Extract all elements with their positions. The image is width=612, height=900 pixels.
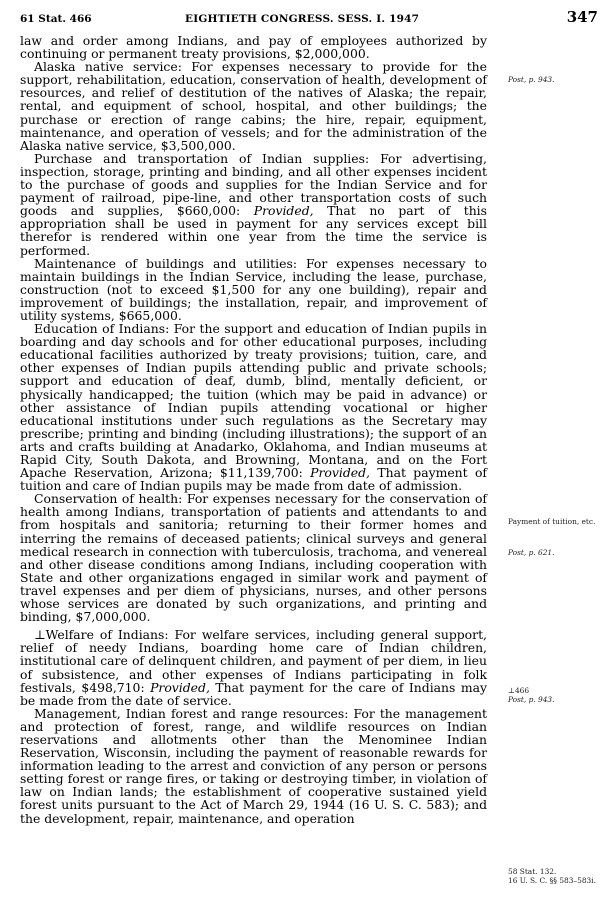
body-text	[20, 34, 487, 825]
paragraph-maintenance-buildings: Maintenance of buildings and utilities: For expenses necessary to maintain buildings in the Indian Service, including the lease, purchase, construction (not to exceed $1,500 for any one building), repair and improvement of buildings; the installation, repair, and improvement of utility systems, $665,000.	[20, 255, 487, 323]
paragraph-alaska-native-service: Alaska native service: For expenses necessary to provide for the support, rehabilitation, education, conservation of health, development of resources, and relief of destitution of the natives of Alaska; the repair, rental, and equipment of school, hospital, and other buildings; the purchase or erection of range cabins; the hire, repair, equipment, maintenance, and operation of vessels; and for the administration of the Alaska native service, $3,500,000.	[20, 59, 487, 153]
margin-note-58-stat-132: 58 Stat. 132. 16 U. S. C. §§ 583–583i.	[508, 867, 596, 885]
running-head: EIGHTIETH CONGRESS. SESS. I. 1947	[185, 13, 420, 25]
paragraph-forest-range: Management, Indian forest and range resources: For the management and protection of forest, range, and wildlife resources on Indian reservations and allotments other than the Menominee Indian Reservation, Wisconsin, including the payment of reasonable rewards for information leading to the arrest and conviction of any person or persons setting forest or range fires, or taking or destroying timber, in violation of law on Indian lands; the establishment of cooperative sustained yield forest units pursuant to the Act of March 29, 1944 (16 U. S. C. 583); and the development, repair, maintenance, and operation	[20, 705, 487, 826]
proviso-label: Provided,	[253, 203, 314, 219]
margin-note-post-943: Post, p. 943.	[508, 75, 555, 84]
margin-note-post-621: Post, p. 621.	[508, 548, 555, 557]
proviso-label: Provided,	[150, 679, 210, 695]
statute-citation: 61 Stat. 466	[20, 13, 92, 25]
margin-note-466-post-943: ⊥466 Post, p. 943.	[508, 686, 555, 704]
page-header	[20, 8, 598, 28]
paragraph-indian-supplies: Purchase and transportation of Indian supplies: For advertising, inspection, storage, printing and binding, and all other expenses incident to the purchase of goods and supplies for the Indian Service and for payment of railroad, pipe-line, and other transportation costs of such goods and supplies, $660,000: Provided, That no part of this appropriation shall be used in payment for any services except bill therefor is rendered within one year from the time the service is performed.	[20, 150, 487, 258]
paragraph-conservation-health: Conservation of health: For expenses necessary for the conservation of health among Indians, transportation of patients and attendants to and from hospitals and sanitoria; returning to their former homes and interring the remains of deceased patients; clinical surveys and general medical research in connection with tuberculosis, trachoma, and venereal and other disease conditions among Indians, including cooperation with State and other organizations engaged in similar work and payment of travel expenses and per diem of physicians, nurses, and other persons whose services are donated by such organizations, and printing and binding, $7,000,000.	[20, 491, 487, 625]
page-number: 347	[566, 8, 598, 26]
paragraph-education: Education of Indians: For the support and education of Indian pupils in boarding and day schools and for other educational purposes, including educational facilities authorized by treaty provisions; tuition, care, and other expenses of Indian pupils attending public and private schools; support and education of deaf, dumb, blind, mentally deficient, or physically handicapped; the tuition (which may be paid in advance) or other assistance of Indian pupils attending vocational or higher educational institutions under such regulations as the Secretary may prescribe; printing and binding (including illustrations); the support of an arts and crafts building at Anadarko, Oklahoma, and Indian museums at Rapid City, South Dakota, and Browning, Montana, and on the Fort Apache Reservation, Arizona; $11,139,700: Provided, That payment of tuition and care of Indian pupils may be made from date of admission.	[20, 321, 487, 494]
paragraph-continuation: law and order among Indians, and pay of employees authorized by continuing or permanent treaty provisions, $2,000,000.	[20, 33, 487, 62]
paragraph-welfare: ⊥Welfare of Indians: For welfare services, including general support, relief of needy Indians, boarding home care of Indian children, institutional care of delinquent children, and payment of per diem, in lieu of subsistence, and other expenses of Indians participating in folk festivals, $498,710: Provided, That payment for the care of Indians may be made from the date of service.	[20, 627, 487, 708]
proviso-label: Provided,	[310, 465, 370, 481]
margin-note-payment-tuition: Payment of tuition, etc.	[508, 517, 596, 526]
